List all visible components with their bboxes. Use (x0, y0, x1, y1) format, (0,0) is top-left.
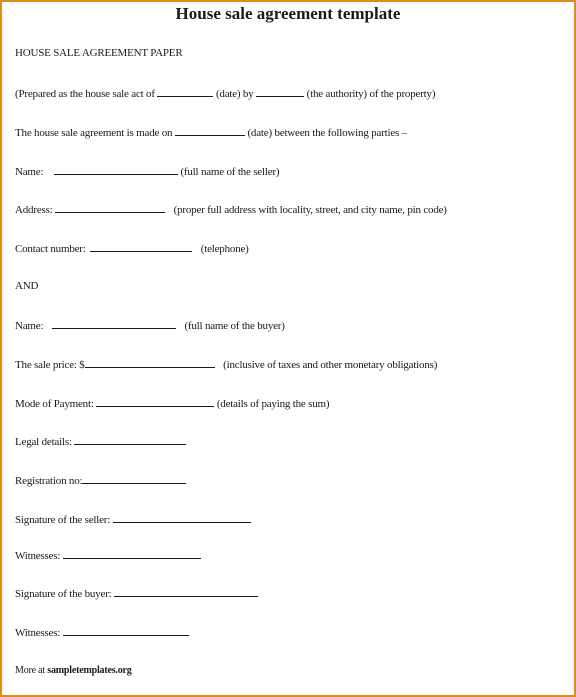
seller-name-line: Name: (full name of the seller) (15, 166, 280, 178)
address-blank[interactable] (55, 202, 165, 213)
registration-blank[interactable] (82, 473, 186, 484)
agreement-date-blank[interactable] (175, 125, 245, 136)
price-blank[interactable] (85, 357, 215, 368)
act-date-blank[interactable] (157, 86, 213, 97)
made-on-line: The house sale agreement is made on (date) between the following parties – (15, 127, 407, 139)
seller-signature-blank[interactable] (113, 512, 251, 523)
footer-site-link[interactable]: sampletemplates.org (47, 665, 132, 676)
payment-blank[interactable] (96, 396, 214, 407)
prepared-line: (Prepared as the house sale act of (date) by (the authority) of the property) (15, 88, 436, 100)
contact-blank[interactable] (90, 241, 192, 252)
address-line: Address: (proper full address with locality, street, and city name, pin code) (15, 204, 447, 216)
page-title: House sale agreement template (175, 4, 401, 23)
seller-name-blank[interactable] (54, 164, 178, 175)
footer-credit: More at sampletemplates.org (15, 665, 132, 676)
legal-line: Legal details: (15, 434, 186, 448)
authority-blank[interactable] (256, 86, 304, 97)
buyer-signature-line: Signature of the buyer: (15, 586, 258, 600)
seller-signature-line: Signature of the seller: (15, 512, 251, 526)
buyer-signature-blank[interactable] (114, 586, 258, 597)
price-line: The sale price: $ (inclusive of taxes and other monetary obligations) (15, 359, 438, 371)
contact-line: Contact number: (telephone) (15, 243, 249, 255)
and-separator: AND (15, 280, 39, 292)
witness-blank-1[interactable] (63, 548, 201, 559)
legal-blank[interactable] (74, 434, 186, 445)
witness-line-1: Witnesses: (15, 548, 201, 562)
registration-line: Registration no: (15, 473, 186, 487)
witness-blank-2[interactable] (63, 625, 189, 636)
agreement-heading: HOUSE SALE AGREEMENT PAPER (15, 47, 183, 59)
buyer-name-line: Name: (full name of the buyer) (15, 320, 285, 332)
buyer-name-blank[interactable] (52, 318, 176, 329)
payment-line: Mode of Payment: (details of paying the sum) (15, 398, 330, 410)
witness-line-2: Witnesses: (15, 625, 189, 639)
